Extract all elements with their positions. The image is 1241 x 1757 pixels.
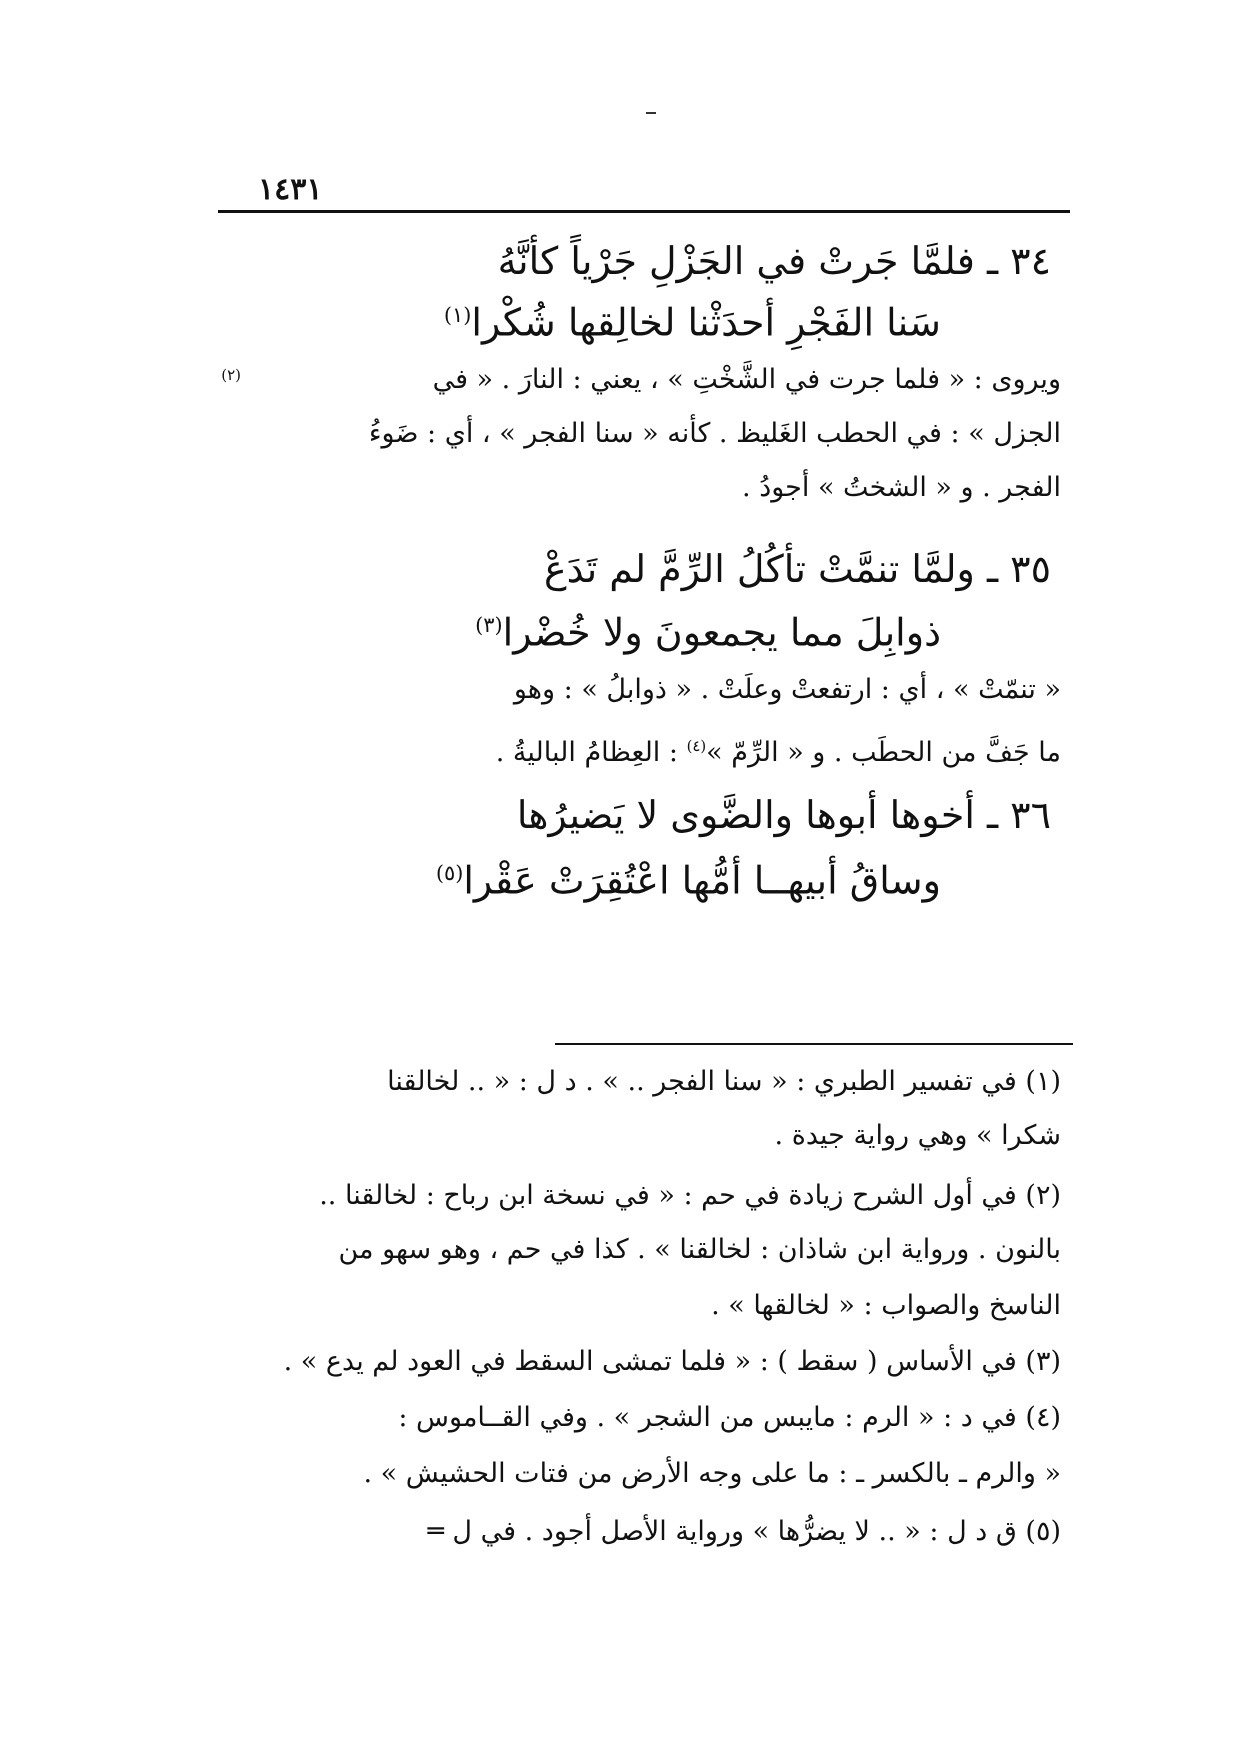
header-rule <box>218 210 1070 213</box>
verse-35-second-hemistich <box>475 602 941 656</box>
commentary-34-line-2: الجزل » : في الحطب الغَليظ . كأنه « سنا الفجر » ، أي : ضَوءُ <box>368 418 1061 449</box>
verse-34-second-hemistich <box>444 292 941 346</box>
footnote-separator <box>555 1043 1073 1045</box>
footnote-ref: (٤) <box>686 737 707 755</box>
commentary-text: ويروى : « فلما جرت في الشَّخْتِ » ، يعني : النارَ . « في <box>432 364 1061 395</box>
footnote-ref: (١) <box>443 303 472 327</box>
commentary-34-line-3: الفجر . و « الشختُ » أجودُ . <box>742 472 1061 503</box>
verse-36-first-hemistich: ٣٦ ـ أخوها أبوها والضَّوى لا يَضيرُها <box>516 793 1051 837</box>
commentary-text: : العِظامُ الباليةُ . <box>495 737 678 768</box>
verse-35-first-hemistich: ٣٥ ـ ولمَّا تنمَّتْ تأكُلُ الرِّمَّ لم تَدَعْ <box>543 547 1051 591</box>
page-number: ١٤٣١ <box>258 172 323 207</box>
footnote-4-line-1: (٤) في د : « الرم : مايبس من الشجر » . وفي القــاموس : <box>398 1402 1061 1433</box>
footnote-ref: (٥) <box>435 861 464 885</box>
footnote-2-line-2: بالنون . ورواية ابن شاذان : لخالقنا » . كذا في حم ، وهو سهو من <box>338 1234 1061 1265</box>
commentary-34-line-1 <box>181 362 1061 398</box>
footnote-3-line-1: (٣) في الأساس ( سقط ) : « فلما تمشى السقط في العود لم يدع » . <box>283 1346 1061 1377</box>
commentary-text: ما جَفَّ من الحطَب . و « الرِّمّ » <box>706 737 1061 768</box>
verse-text: سَنا الفَجْرِ أحدَثْنا لخالِقها شُكْرا <box>471 300 941 345</box>
commentary-35-line-1: « تنمّتْ » ، أي : ارتفعتْ وعلَتْ . « ذوابلُ » : وهو <box>513 674 1061 705</box>
verse-text: وساقُ أبيهــا أمُّها اعْتُقِرَتْ عَقْرا <box>463 858 941 903</box>
verse-36-second-hemistich <box>436 850 941 904</box>
commentary-35-line-2 <box>181 728 1061 771</box>
footnote-2-line-1: (٢) في أول الشرح زيادة في حم : « في نسخة ابن رباح : لخالقنا .. <box>319 1180 1061 1211</box>
footnote-1-line-1: (١) في تفسير الطبري : « سنا الفجر .. » . د ل : « .. لخالقنا <box>387 1066 1061 1097</box>
verse-text: ذوابِلَ مما يجمعونَ ولا خُضْرا <box>502 610 941 655</box>
footnote-ref: (٣) <box>475 613 503 637</box>
footnote-ref-2: (٢) <box>221 366 241 384</box>
footnote-4-line-2: « والرم ـ بالكسر ـ : ما على وجه الأرض من فتات الحشيش » . <box>363 1458 1061 1489</box>
verse-34-first-hemistich: ٣٤ ـ فلمَّا جَرتْ في الجَزْلِ جَرْياً كأنَّهُ <box>497 239 1051 283</box>
footnote-1-line-2: شكرا » وهي رواية جيدة . <box>774 1120 1061 1151</box>
top-mark <box>646 112 656 114</box>
footnote-5-line-1: (٥) ق د ل : « .. لا يضرُّها » ورواية الأصل أجود . في ل ═ <box>427 1516 1061 1547</box>
footnote-2-line-3: الناسخ والصواب : « لخالقها » . <box>711 1290 1061 1321</box>
